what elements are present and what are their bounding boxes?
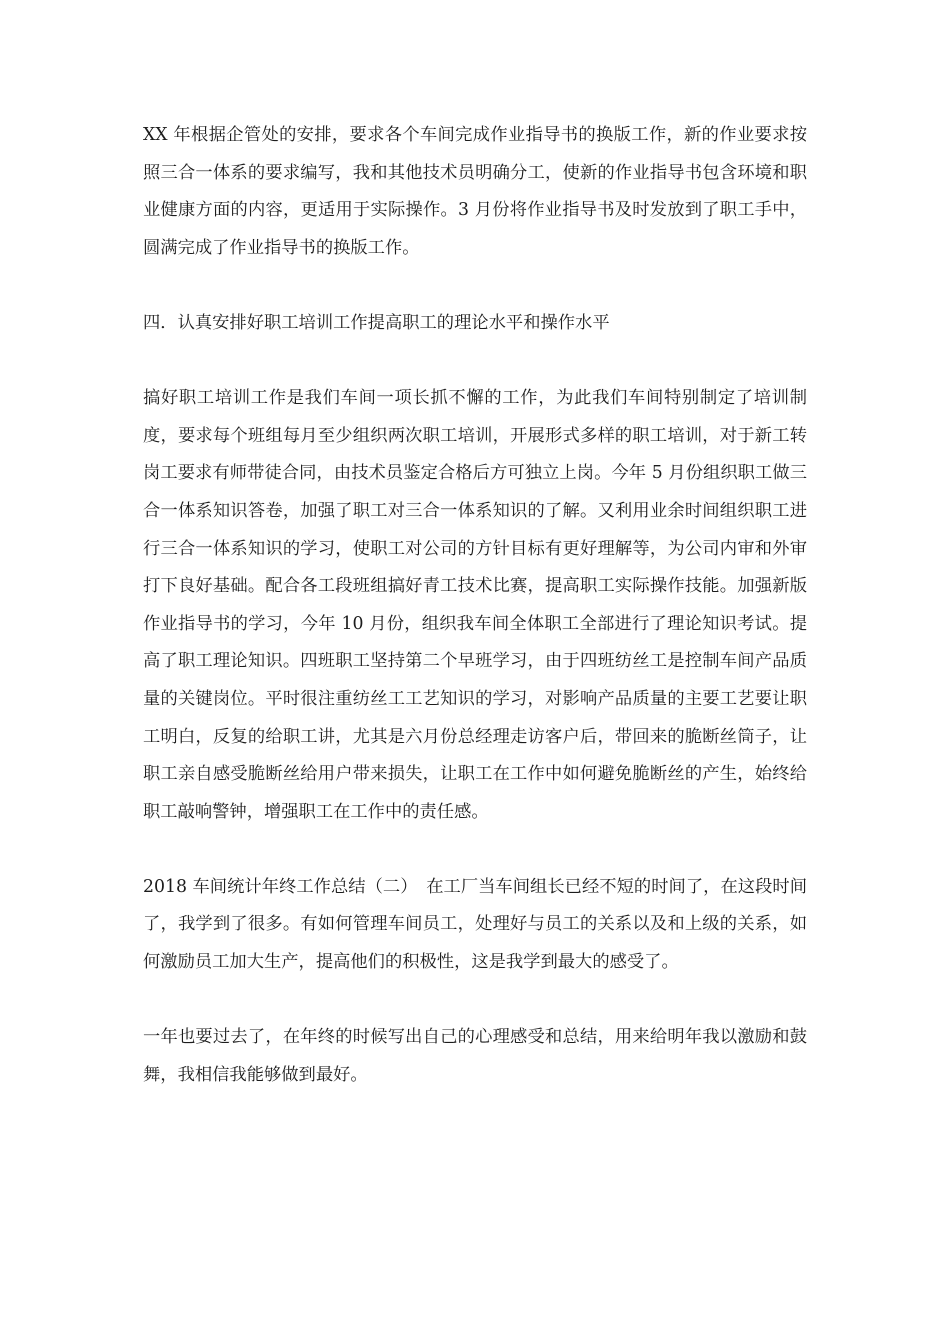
- document-body: [143, 117, 807, 1132]
- paragraph-closing: 一年也要过去了，在年终的时候写出自己的心理感受和总结，用来给明年我以激励和鼓舞，我相信我能够做到最好。: [143, 1027, 807, 1085]
- section-heading-training: 四．认真安排好职工培训工作提高职工的理论水平和操作水平: [143, 312, 610, 333]
- paragraph-manual-revision: XX 年根据企管处的安排，要求各个车间完成作业指导书的换版工作，新的作业要求按照三合一体系的要求编写，我和其他技术员明确分工，使新的作业指导书包含环境和职业健康方面的内容，更适用于实际操作。3 月份将作业指导书及时发放到了职工手中，圆满完成了作业指导书的换版工作。: [143, 125, 807, 258]
- paragraph-summary-two: 2018 车间统计年终工作总结（二） 在工厂当车间组长已经不短的时间了，在这段时间了，我学到了很多。有如何管理车间员工，处理好与员工的关系以及和上级的关系，如何激励员工加大生产，提高他们的积极性，这是我学到最大的感受了。: [143, 876, 807, 973]
- paragraph-training: 搞好职工培训工作是我们车间一项长抓不懈的工作，为此我们车间特别制定了培训制度，要求每个班组每月至少组织两次职工培训，开展形式多样的职工培训，对于新工转岗工要求有师带徒合同，由技术员鉴定合格后方可独立上岗。今年 5 月份组织职工做三合一体系知识答卷，加强了职工对三合一体系知识的了解。又利用业余时间组织职工进行三合一体系知识的学习，使职工对公司的方针目标有更好理解等，为公司内审和外审打下良好基础。配合各工段班组搞好青工技术比赛，提高职工实际操作技能。加强新版作业指导书的学习，今年 10 月份，组织我车间全体职工全部进行了理论知识考试。提高了职工理论知识。四班职工坚持第二个早班学习，由于四班纺丝工是控制车间产品质量的关键岗位。平时很注重纺丝工工艺知识的学习，对影响产品质量的主要工艺要让职工明白，反复的给职工讲，尤其是六月份总经理走访客户后，带回来的脆断丝筒子，让职工亲自感受脆断丝给用户带来损失，让职工在工作中如何避免脆断丝的产生，始终给职工敲响警钟，增强职工在工作中的责任感。: [143, 388, 807, 822]
